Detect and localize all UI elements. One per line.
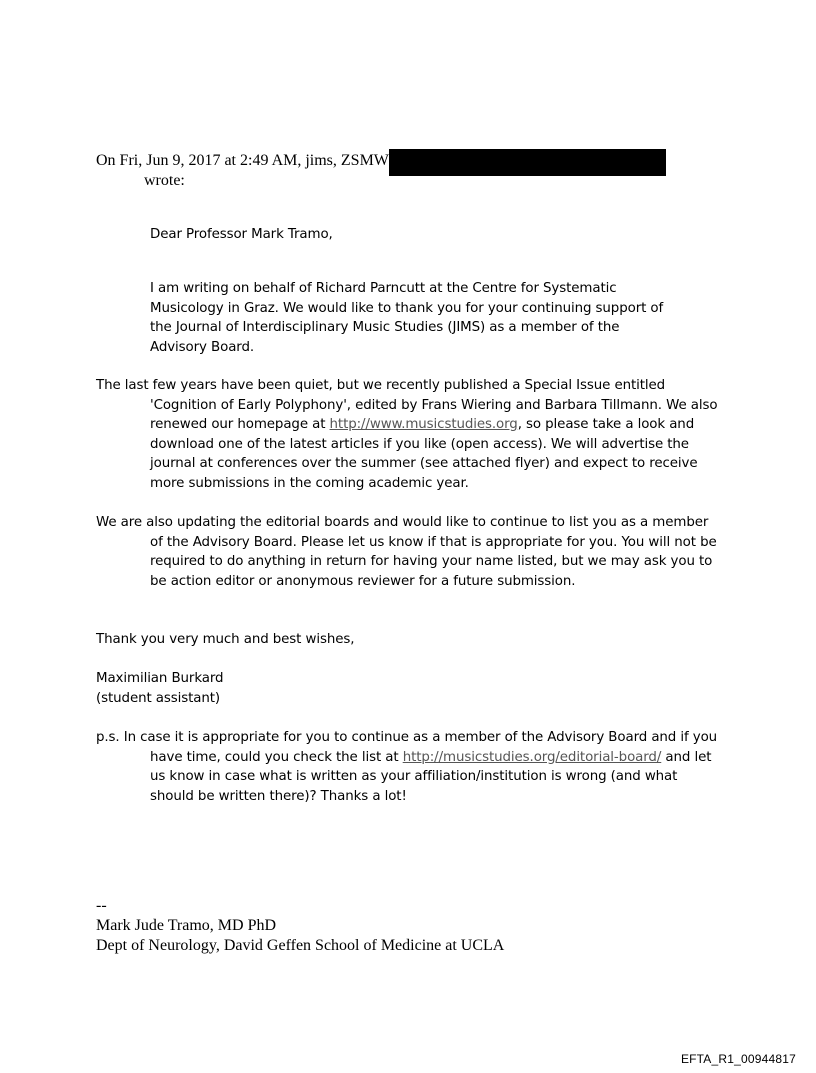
signature-dashes: -- xyxy=(96,897,107,914)
redaction-box xyxy=(389,149,666,176)
reply-header-wrote: wrote: xyxy=(144,172,185,189)
homepage-link[interactable]: http://www.musicstudies.org xyxy=(329,417,518,433)
signature-name: Mark Jude Tramo, MD PhD xyxy=(96,917,277,934)
paragraph-editorial-boards: We are also updating the editorial boards and would like to continue to list you as a member of the Advisory Board. Please let us know if that is appropriate for you. You will not be required to do anything in return for having your name listed, but we may ask you to be action editor or anonymous reviewer for a future submission. xyxy=(96,515,717,589)
paragraph-news-text-end: , so please take a look and download one of the latest articles if you like (open access). We will advertise the journal at conferences over the summer (see attached flyer) and expect to receive more submissions in the coming academic year. xyxy=(150,417,698,491)
sender-role: (student assistant) xyxy=(96,690,221,706)
closing: Thank you very much and best wishes, xyxy=(96,632,355,647)
signature-affiliation: Dept of Neurology, David Geffen School of Medicine at UCLA xyxy=(96,937,505,954)
document-id: EFTA_R1_00944817 xyxy=(680,1052,796,1066)
paragraph-news-text: The last few years have been quiet, but we recently published a Special Issue entitled 'Cognition of Early Polyphony', edited by Frans Wiering and Barbara Tillmann. We also renewed our homepage at xyxy=(96,378,718,433)
paragraph-intro-line: Advisory Board. xyxy=(150,339,255,355)
sender-block xyxy=(96,669,676,708)
editorial-board-link[interactable]: http://musicstudies.org/editorial-board/ xyxy=(402,749,662,765)
signature-block xyxy=(96,896,504,956)
reply-header-text: On Fri, Jun 9, 2017 at 2:49 AM, jims, ZSMW xyxy=(96,152,389,169)
paragraph-intro-line: the Journal of Interdisciplinary Music Studies (JIMS) as a member of the xyxy=(150,320,620,336)
postscript xyxy=(96,728,722,806)
reply-header xyxy=(96,151,389,171)
paragraph-intro-line: Musicology in Graz. We would like to thank you for your continuing support of xyxy=(150,300,664,316)
salutation: Dear Professor Mark Tramo, xyxy=(150,227,333,242)
paragraph-news xyxy=(96,376,722,494)
postscript-text-end: and let us know in case what is written as your affiliation/institution is wrong (and what should be written there)? Thanks a lot! xyxy=(150,749,712,804)
paragraph-intro-line: I am writing on behalf of Richard Parncutt at the Centre for Systematic xyxy=(150,281,617,296)
postscript-text: p.s. In case it is appropriate for you to continue as a member of the Advisory Board and if you have time, could you check the list at xyxy=(96,730,718,765)
paragraph-intro xyxy=(150,279,670,357)
sender-name: Maximilian Burkard xyxy=(96,671,224,686)
